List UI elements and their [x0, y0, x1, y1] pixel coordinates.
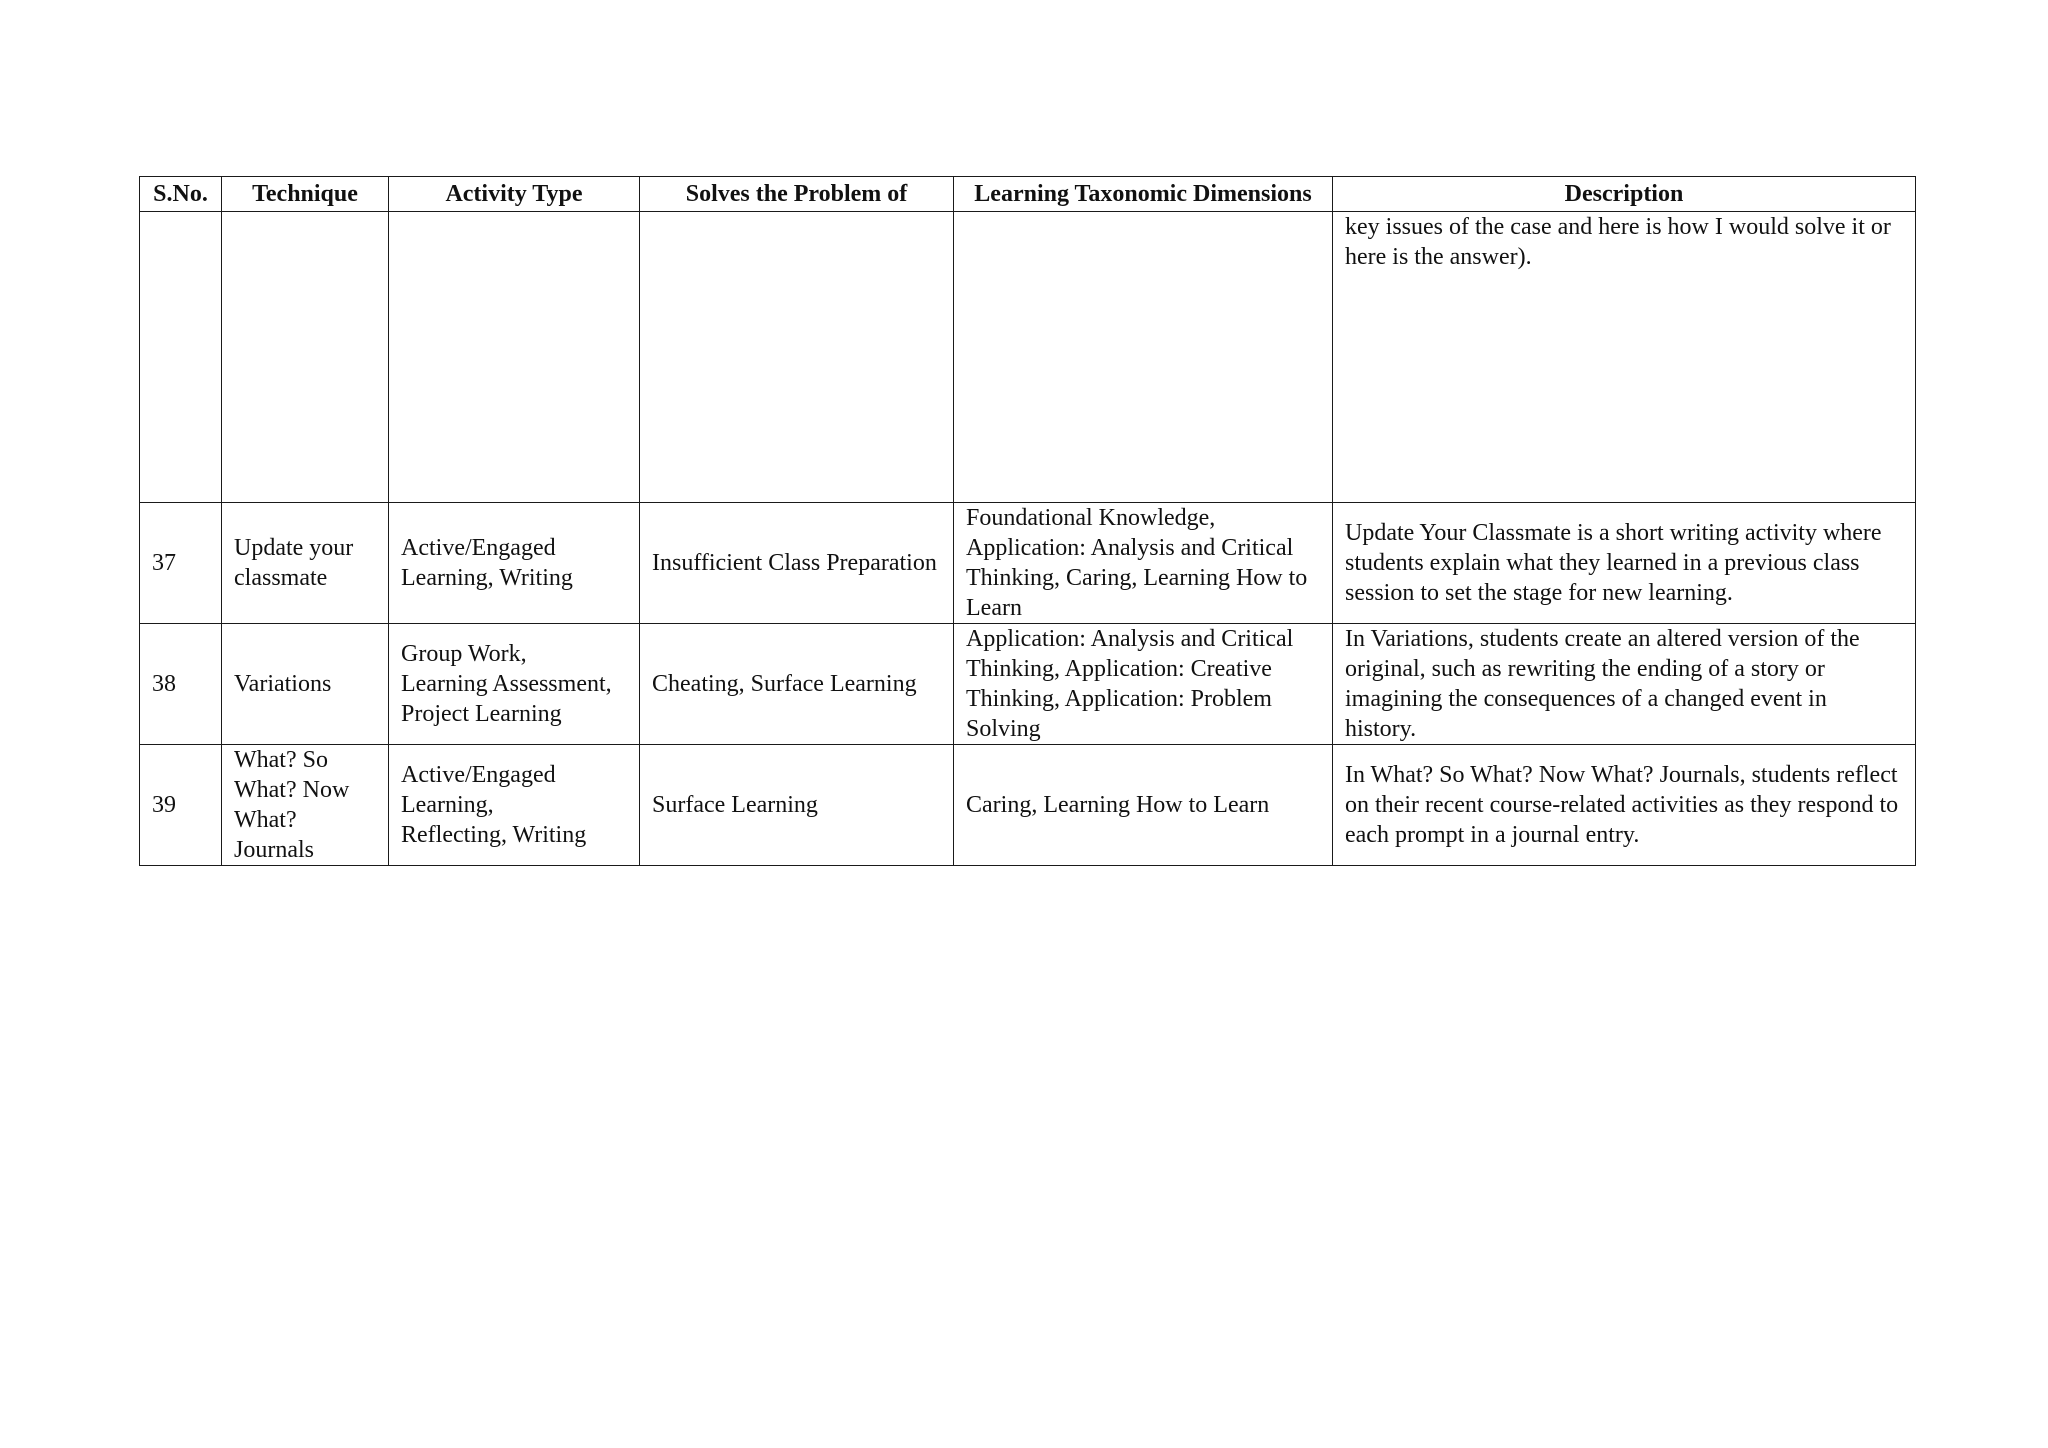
cell-technique: Update your classmate: [222, 503, 389, 624]
activity-type-line: Group Work,: [401, 641, 527, 667]
cell-taxonomic-dimensions: Foundational Knowledge, Application: Analysis and Critical Thinking, Caring, Learning How to Learn: [954, 503, 1333, 624]
activity-type-line: Learning Assessment,: [401, 671, 612, 697]
activity-type-line: Reflecting, Writing: [401, 822, 587, 848]
header-taxonomic-dimensions: Learning Taxonomic Dimensions: [954, 177, 1333, 212]
cell-activity-type: [389, 624, 640, 745]
header-technique: Technique: [222, 177, 389, 212]
technique-line: Journals: [234, 837, 314, 863]
cell-description: In What? So What? Now What? Journals, students reflect on their recent course-related activities as they respond to each prompt in a journal entry.: [1333, 745, 1916, 866]
table-header: [140, 177, 1916, 212]
cell-sno: 38: [140, 624, 222, 745]
cell-activity-type: [389, 745, 640, 866]
cell-description: In Variations, students create an altered version of the original, such as rewriting the ending of a story or imagining the consequences of a changed event in history.: [1333, 624, 1916, 745]
technique-line: What?: [234, 807, 297, 833]
cell-taxonomic-dimensions: Caring, Learning How to Learn: [954, 745, 1333, 866]
cell-description-continued: key issues of the case and here is how I would solve it or here is the answer).: [1333, 212, 1916, 503]
table-body: [140, 212, 1916, 866]
cell-technique: [222, 745, 389, 866]
cell-description: Update Your Classmate is a short writing activity where students explain what they learned in a previous class session to set the stage for new learning.: [1333, 503, 1916, 624]
header-row: [140, 177, 1916, 212]
header-description: Description: [1333, 177, 1916, 212]
activity-type-line: Project Learning: [401, 701, 562, 727]
table-row: [140, 624, 1916, 745]
header-sno: S.No.: [140, 177, 222, 212]
cell-activity-type: Active/Engaged Learning, Writing: [389, 503, 640, 624]
table-row: [140, 745, 1916, 866]
table-row: [140, 503, 1916, 624]
cell-taxonomic-empty: [954, 212, 1333, 503]
header-activity-type: Activity Type: [389, 177, 640, 212]
cell-solves-empty: [640, 212, 954, 503]
activity-type-line: Learning,: [401, 792, 494, 818]
cell-activity-empty: [389, 212, 640, 503]
cell-sno-empty: [140, 212, 222, 503]
header-solves-problem: Solves the Problem of: [640, 177, 954, 212]
cell-taxonomic-dimensions: Application: Analysis and Critical Thinking, Application: Creative Thinking, Application: Problem Solving: [954, 624, 1333, 745]
cell-technique-empty: [222, 212, 389, 503]
techniques-table: [139, 176, 1916, 866]
activity-type-line: Active/Engaged: [401, 762, 556, 788]
cell-solves-problem: Cheating, Surface Learning: [640, 624, 954, 745]
cell-solves-problem: Insufficient Class Preparation: [640, 503, 954, 624]
cell-sno: 39: [140, 745, 222, 866]
table-row-continuation: [140, 212, 1916, 503]
technique-line: What? So: [234, 747, 328, 773]
technique-line: What? Now: [234, 777, 350, 803]
cell-solves-problem: Surface Learning: [640, 745, 954, 866]
cell-sno: 37: [140, 503, 222, 624]
cell-technique: Variations: [222, 624, 389, 745]
